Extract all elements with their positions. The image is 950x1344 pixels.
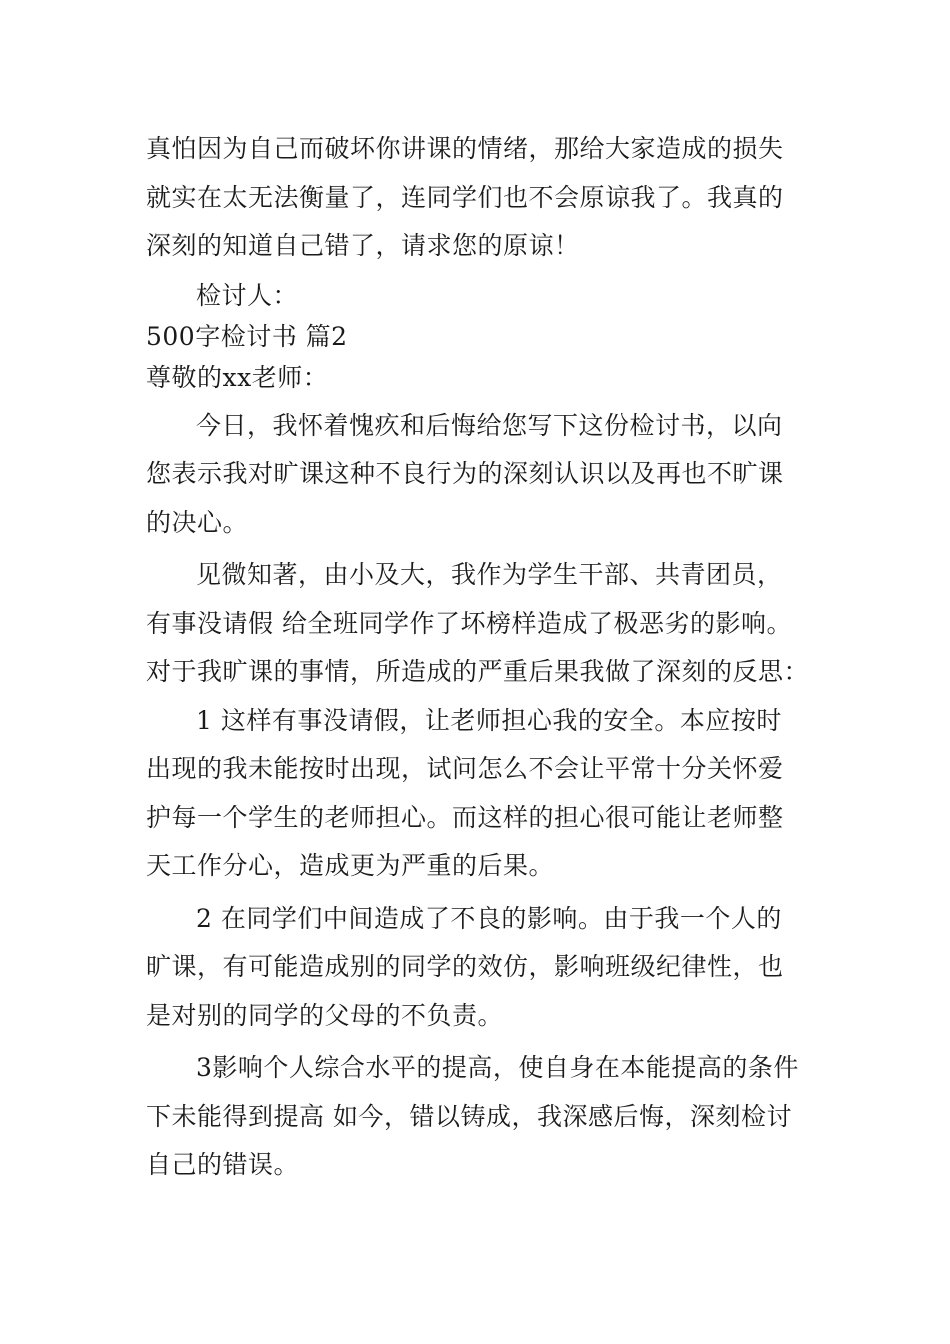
signature-line: 检讨人：	[196, 280, 299, 310]
text-line: 旷课，有可能造成别的同学的效仿，影响班级纪律性，也	[146, 952, 784, 981]
text-line: 见微知著，由小及大，我作为学生干部、共青团员，	[196, 560, 783, 589]
text-line: 的决心。	[146, 507, 249, 537]
text-line: 是对别的同学的父母的不负责。	[146, 1000, 504, 1030]
text-line: 下未能得到提高 如今，错以铸成，我深感后悔，深刻检讨	[146, 1101, 792, 1131]
text-line: 真怕因为自己而破坏你讲课的情绪，那给大家造成的损失	[146, 134, 784, 163]
text-line: 您表示我对旷课这种不良行为的深刻认识以及再也不旷课	[146, 459, 784, 488]
text-line: 就实在太无法衡量了，连同学们也不会原谅我了。我真的	[146, 182, 784, 212]
paragraph-3	[146, 551, 816, 697]
text-line: 对于我旷课的事情，所造成的严重后果我做了深刻的反思：	[146, 657, 810, 686]
paragraph-2	[146, 402, 816, 548]
text-line: 有事没请假 给全班同学作了坏榜样造成了极恶劣的影响。	[146, 608, 792, 638]
document-body	[146, 125, 816, 1190]
text-line: 自己的错误。	[146, 1150, 300, 1179]
salutation: 尊敬的xx老师：	[146, 362, 329, 392]
paragraph-6	[146, 1044, 816, 1190]
text-line: 出现的我未能按时出现，试问怎么不会让平常十分关怀爱	[146, 754, 784, 783]
text-line: 3影响个人综合水平的提高，使自身在本能提高的条件	[196, 1053, 799, 1082]
text-line: 深刻的知道自己错了，请求您的原谅！	[146, 231, 580, 260]
paragraph-5	[146, 895, 816, 1041]
text-line: 天工作分心，造成更为严重的后果。	[146, 851, 555, 880]
paragraph-4	[146, 697, 816, 891]
text-line: 今日，我怀着愧疚和后悔给您写下这份检讨书，以向	[196, 410, 783, 440]
text-line: 护每一个学生的老师担心。而这样的担心很可能让老师整	[146, 802, 784, 832]
section-title: 500字检讨书 篇2	[146, 321, 348, 351]
text-line: 2 在同学们中间造成了不良的影响。由于我一个人的	[196, 903, 782, 933]
paragraph-1	[146, 125, 816, 271]
text-line: 1 这样有事没请假，让老师担心我的安全。本应按时	[196, 705, 782, 735]
